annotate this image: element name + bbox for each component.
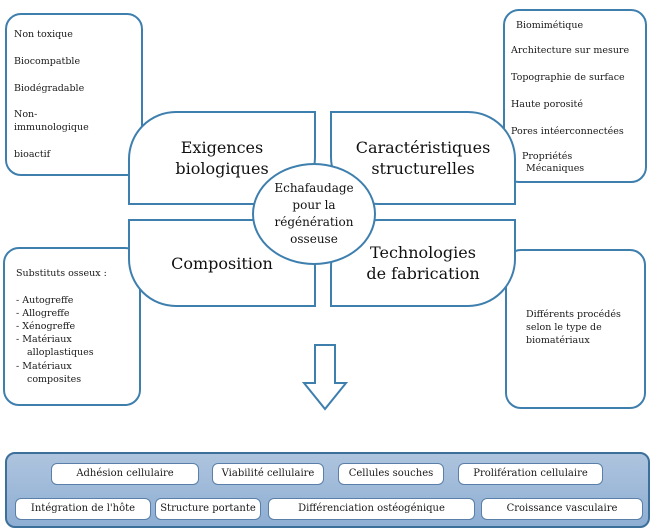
outcome-load-bearing-structure: Structure portante — [155, 498, 261, 520]
outcome-host-integration: Intégration de l'hôte — [15, 498, 151, 520]
center-label-line: Echafaudage — [274, 181, 354, 195]
list-item: biomatériaux — [526, 335, 590, 346]
list-item: Haute porosité — [511, 99, 583, 110]
list-item: Biocompatble — [14, 56, 81, 67]
list-item: Biodégradable — [14, 83, 85, 94]
list-item: Propriétés — [522, 151, 573, 162]
scaffold-center-node — [252, 163, 376, 265]
list-item: - Autogreffe — [16, 295, 74, 306]
list-item: composites — [27, 374, 82, 385]
outcome-vascular-growth: Croissance vasculaire — [481, 498, 643, 520]
biological-requirements-list — [5, 13, 143, 176]
list-item: - Matériaux — [16, 334, 72, 345]
box-title-line: Composition — [171, 253, 273, 273]
outcome-cell-viability: Viabilité cellulaire — [212, 463, 324, 485]
list-item: selon le type de — [526, 322, 602, 333]
box-title-line: de fabrication — [366, 264, 480, 283]
list-item: - Matériaux — [16, 361, 72, 372]
list-item: Non- — [14, 109, 38, 120]
list-item: - Xénogreffe — [16, 321, 76, 332]
structural-characteristics-list — [503, 9, 647, 183]
outcomes-panel — [5, 452, 650, 528]
center-label-line: pour la — [292, 198, 336, 212]
outcome-cell-adhesion: Adhésion cellulaire — [51, 463, 199, 485]
list-item: Topographie de surface — [511, 72, 625, 83]
down-arrow-icon — [300, 343, 350, 413]
outcome-cell-proliferation: Prolifération cellulaire — [458, 463, 603, 485]
list-item: Différents procédés — [526, 309, 621, 320]
list-item: - Allogreffe — [16, 308, 70, 319]
box-title-line: Technologies — [370, 243, 476, 262]
list-item: Substituts osseux : — [16, 268, 107, 279]
center-label-line: osseuse — [290, 232, 338, 246]
list-item: Non toxique — [14, 29, 73, 40]
box-title-line: Exigences — [180, 138, 264, 157]
list-item: Pores intéerconnectées — [511, 126, 624, 137]
outcome-stem-cells: Cellules souches — [338, 463, 444, 485]
center-label-line: régénération — [274, 215, 354, 229]
fabrication-technologies-list — [505, 249, 646, 409]
list-item: alloplastiques — [27, 347, 94, 358]
box-title-line: structurelles — [371, 159, 475, 178]
list-item: Mécaniques — [526, 163, 585, 174]
box-title-line: biologiques — [175, 159, 269, 178]
list-item: bioactif — [14, 149, 51, 160]
composition-list — [3, 247, 141, 406]
outcome-osteogenic-differentiation: Différenciation ostéogénique — [268, 498, 475, 520]
list-item: immunologique — [14, 122, 89, 133]
list-item: Architecture sur mesure — [511, 45, 630, 56]
box-title-line: Caractéristiques — [355, 138, 491, 157]
list-item: Biomimétique — [516, 20, 584, 31]
